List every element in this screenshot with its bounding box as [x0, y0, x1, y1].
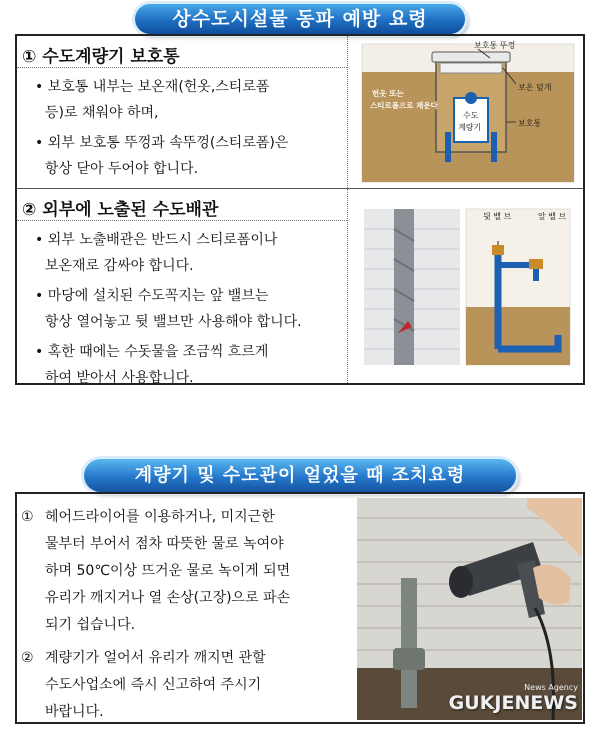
numbered-item — [21, 645, 349, 726]
exposed-pipe-images — [348, 189, 583, 383]
section-title-meter-box: ① 수도계량기 보호통 — [17, 36, 347, 68]
bullet-line: • 외부 노출배관은 반드시 스티로폼이나 — [35, 232, 278, 248]
bullet-line: • 마당에 설치된 수도꼭지는 앞 밸브는 — [35, 288, 269, 304]
exposed-pipe — [401, 578, 417, 708]
bullet-line: 항상 열어놓고 뒷 밸브만 사용해야 합니다. — [45, 314, 302, 330]
item-line: 바랍니다. — [45, 704, 104, 720]
section-banner-frozen: 계량기 및 수도관이 얼었을 때 조치요령 — [84, 459, 516, 492]
pipe-photo-and-valve-diagram — [348, 189, 584, 383]
watermark-logo: GUKJENEWS — [448, 692, 578, 714]
bullet-line: • 보호통 내부는 보온재(헌옷,스티로폼 — [35, 79, 270, 95]
item-line: 수도사업소에 즉시 신고하여 주시기 — [45, 677, 262, 693]
back-valve — [492, 245, 504, 255]
prevention-table — [15, 34, 585, 385]
box-lid — [432, 52, 510, 62]
bullet-item — [35, 130, 347, 182]
news-watermark — [449, 683, 578, 714]
item-line: 물부터 부어서 점차 따뜻한 물로 녹여야 — [45, 536, 284, 552]
frozen-meter-table — [15, 492, 585, 724]
label-inner-lid: 보온 덮개 — [518, 83, 552, 92]
label-meter-2: 계량기 — [458, 123, 482, 132]
hair-dryer-nozzle — [449, 566, 473, 598]
pipe-valve — [393, 648, 425, 670]
item-number: ② — [21, 650, 34, 666]
watermark-tagline: News Agency — [524, 683, 578, 692]
meter-box-text — [17, 36, 348, 188]
label-lid: 보호통 뚜껑 — [474, 41, 516, 50]
meter-box-row — [17, 36, 583, 189]
meter-knob — [465, 92, 477, 104]
bullet-line: 항상 닫아 두어야 합니다. — [45, 161, 199, 177]
label-box: 보호통 — [518, 119, 542, 128]
bullet-item — [35, 74, 347, 126]
item-line: 헤어드라이어를 이용하거나, 미지근한 — [45, 509, 275, 525]
bullet-item — [35, 227, 347, 279]
inner-lid — [440, 63, 502, 73]
bullet-item — [35, 283, 347, 335]
label-meter-1: 수도 — [463, 111, 479, 120]
frozen-meter-text — [17, 494, 349, 722]
section-title-exposed-pipe: ② 외부에 노출된 수도배관 — [17, 189, 347, 221]
bullet-item — [35, 339, 347, 391]
meter-box-diagram-cell — [348, 36, 583, 188]
bullet-line: • 외부 보호통 뚜껑과 속뚜껑(스티로폼)은 — [35, 135, 289, 151]
front-valve — [529, 259, 543, 269]
meter-box-diagram — [348, 36, 584, 189]
bullet-line: 보온재로 감싸야 합니다. — [45, 258, 194, 274]
section-banner-prevention: 상수도시설물 동파 예방 요령 — [135, 4, 465, 34]
item-line: 하며 50℃이상 뜨거운 물로 녹이게 되면 — [45, 563, 291, 579]
label-fill-1: 헌옷 또는 — [372, 89, 404, 98]
soil-fill — [466, 307, 570, 365]
numbered-item — [21, 504, 349, 639]
hair-dryer-photo — [357, 498, 582, 720]
exposed-pipe-text — [17, 189, 348, 386]
item-line: 유리가 깨지거나 열 손상(고장)으로 파손 — [45, 590, 291, 606]
exposed-pipe-row — [17, 189, 583, 386]
bullet-line: • 혹한 때에는 수돗물을 조금씩 흐르게 — [35, 344, 269, 360]
bullet-line: 등)로 채워야 하며, — [45, 105, 159, 121]
item-line: 계량기가 얼어서 유리가 깨지면 관할 — [45, 650, 266, 666]
meter-body — [454, 98, 488, 142]
item-number: ① — [21, 509, 34, 525]
insulated-pipe — [394, 209, 414, 365]
label-fill-2: 스티로폼으로 채운다 — [370, 101, 438, 110]
item-line: 되기 쉽습니다. — [45, 617, 136, 633]
bullet-line: 하여 받아서 사용합니다. — [45, 370, 194, 386]
label-back-valve: 뒷 밸 브 — [483, 212, 512, 221]
label-front-valve: 앞 밸 브 — [538, 212, 567, 221]
